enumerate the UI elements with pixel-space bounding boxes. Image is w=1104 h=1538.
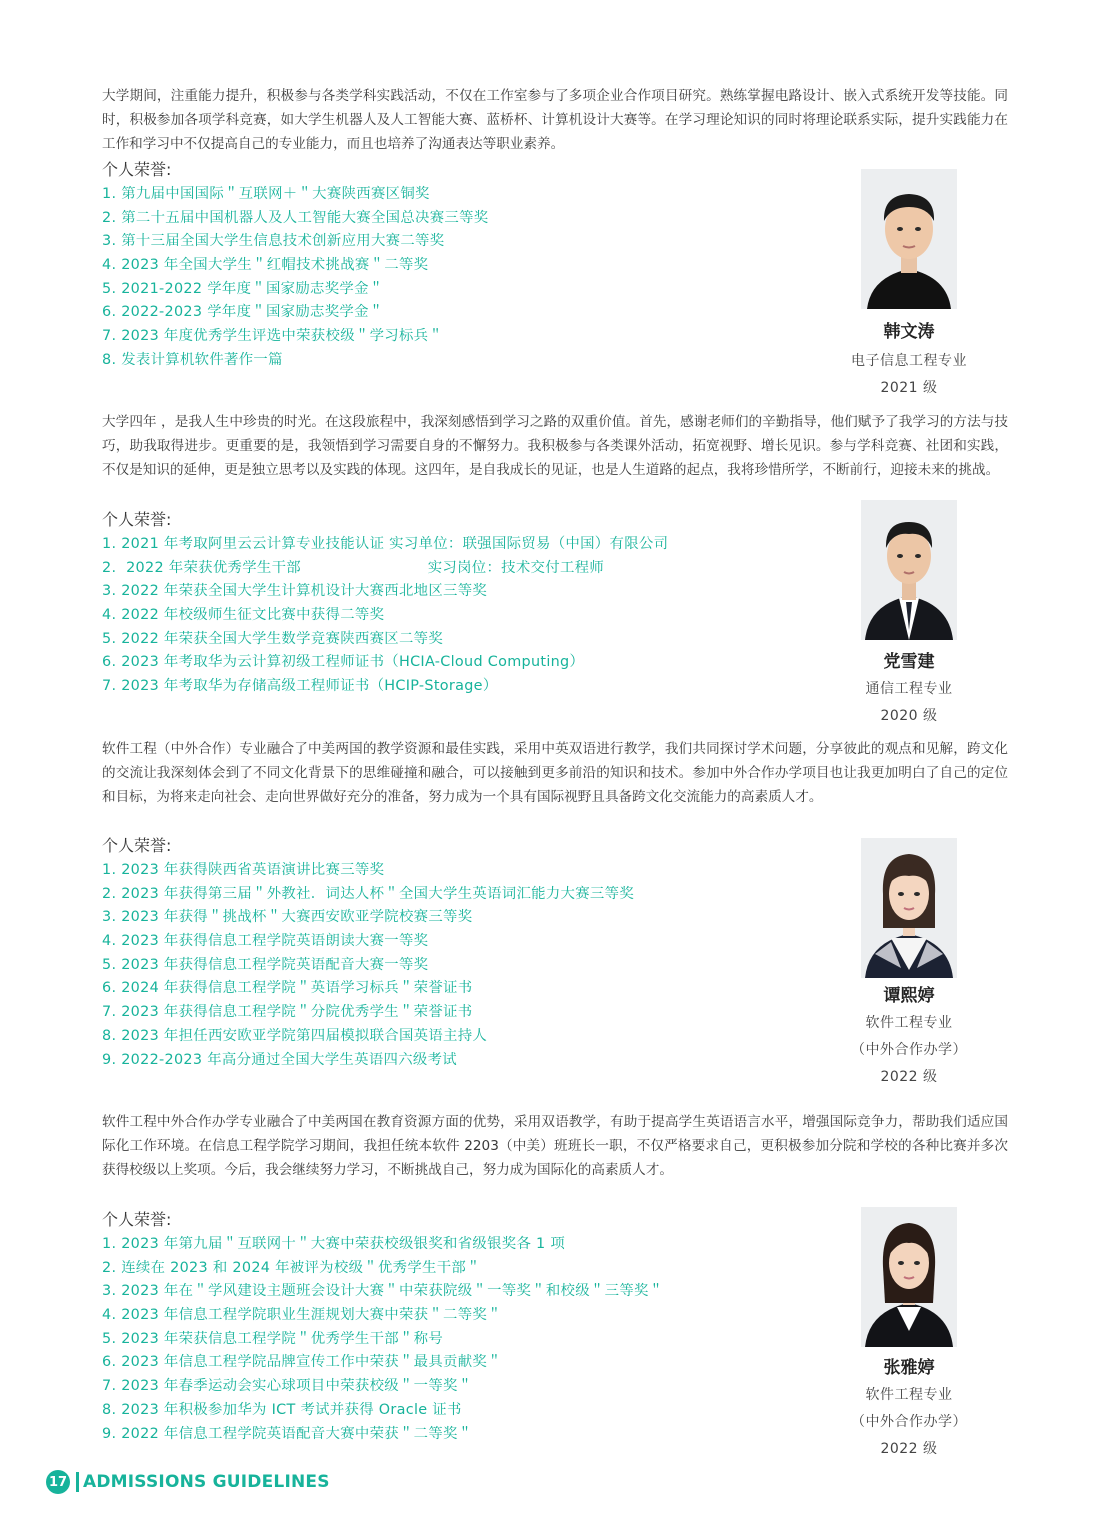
honor-item: 5. 2021-2022 学年度＂国家励志奖学金＂ xyxy=(102,280,384,297)
honor-item: 1. 2023 年第九届＂互联网十＂大赛中荣获校级银奖和省级银奖各 1 项 xyxy=(102,1236,566,1252)
profile-4-honors-list xyxy=(102,1233,663,1446)
honor-item: 3. 2023 年获得＂挑战杯＂大赛西安欧亚学院校赛三等奖 xyxy=(102,909,473,926)
honor-item: 1. 第九届中国国际＂互联网＋＂大赛陕西赛区铜奖 xyxy=(102,186,430,202)
honor-item: 2. 连续在 2023 和 2024 年被评为校级＂优秀学生干部＂ xyxy=(102,1259,481,1276)
honor-item: 7. 2023 年度优秀学生评选中荣获校级＂学习标兵＂ xyxy=(102,328,444,345)
person-grade: 2020 级 xyxy=(880,708,938,724)
person-grade: 2022 级 xyxy=(880,1069,938,1085)
honor-item: 2. 第二十五届中国机器人及人工智能大赛全国总决赛三等奖 xyxy=(102,209,489,226)
person-program: （中外合作办学） xyxy=(851,1414,967,1430)
profile-4-photo xyxy=(861,1207,957,1347)
honor-item: 5. 2023 年获得信息工程学院英语配音大赛一等奖 xyxy=(102,956,429,973)
profile-4-intro: 软件工程中外合作办学专业融合了中美两国在教育资源方面的优势，采用双语教学，有助于提高学生英语语言水平，增强国际竞争力，帮助我们适应国际化工作环境。在信息工程学院学习期间，我担任统本软件 2203（中美）班班长一职，不仅严格要求自己，更积极参加分院和学校的各种比赛并多次获得校级以上奖项。今后，我会继续努力学习，不断挑战自己，努力成为国际化的高素质人才。 xyxy=(102,1114,1008,1178)
profile-1-honors-list xyxy=(102,183,488,373)
profile-3-intro: 软件工程（中外合作）专业融合了中美两国的教学资源和最佳实践，采用中英双语进行教学，我们共同探讨学术问题，分享彼此的观点和见解，跨文化的交流让我深刻体会到了不同文化背景下的思维碰撞和融合，可以接触到更多前沿的知识和技术。参加中外合作办学项目也让我更加明白了自己的定位和目标，为将来走向社会、走向世界做好充分的准备，努力成为一个具有国际视野且具备跨文化交流能力的高素质人才。 xyxy=(102,741,1008,805)
person-grade: 2021 级 xyxy=(880,380,938,396)
honor-item: 7. 2023 年春季运动会实心球项目中荣获校级＂一等奖＂ xyxy=(102,1378,473,1395)
profile-2-honors-list xyxy=(102,533,668,699)
honor-item: 5. 2022 年荣获全国大学生数学竞赛陕西赛区二等奖 xyxy=(102,630,444,647)
honor-item: 1. 2021 年考取阿里云云计算专业技能认证 实习单位：联强国际贸易（中国）有限公司 xyxy=(102,536,669,552)
profile-1-caption xyxy=(833,320,985,402)
honor-item: 2. 2022 年荣获优秀学生干部 实习岗位：技术交付工程师 xyxy=(102,559,605,576)
honor-item: 5. 2023 年荣获信息工程学院＂优秀学生干部＂称号 xyxy=(102,1330,444,1347)
honor-item: 8. 2023 年积极参加华为 ICT 考试并获得 Oracle 证书 xyxy=(102,1401,462,1418)
honor-item: 4. 2023 年信息工程学院职业生涯规划大赛中荣获＂二等奖＂ xyxy=(102,1307,502,1324)
person-name: 张雅婷 xyxy=(883,1358,935,1378)
profile-3-caption xyxy=(833,984,985,1091)
profile-1-honors-title: 个人荣誉: xyxy=(102,160,172,179)
honor-item: 3. 2023 年在＂学风建设主题班会设计大赛＂中荣获院级＂一等奖＂和校级＂三等奖＂ xyxy=(102,1283,664,1300)
person-name: 党雪建 xyxy=(883,652,935,672)
honor-item: 9. 2022 年信息工程学院英语配音大赛中荣获＂二等奖＂ xyxy=(102,1425,473,1442)
honor-item: 1. 2023 年获得陕西省英语演讲比赛三等奖 xyxy=(102,862,385,878)
honor-item: 4. 2023 年全国大学生＂红帽技术挑战赛＂二等奖 xyxy=(102,257,429,274)
honor-item: 3. 2022 年荣获全国大学生计算机设计大赛西北地区三等奖 xyxy=(102,583,488,600)
honor-item: 9. 2022-2023 年高分通过全国大学生英语四六级考试 xyxy=(102,1051,457,1068)
person-name: 韩文涛 xyxy=(883,322,935,342)
profile-2-honors-title: 个人荣誉: xyxy=(102,510,172,529)
profile-3-honors-title: 个人荣誉: xyxy=(102,836,172,855)
honor-item: 4. 2022 年校级师生征文比赛中获得二等奖 xyxy=(102,607,385,624)
profile-3-photo xyxy=(861,838,957,978)
profile-4-caption xyxy=(833,1356,985,1463)
person-program: （中外合作办学） xyxy=(851,1042,967,1058)
profile-4-honors-title: 个人荣誉: xyxy=(102,1210,172,1229)
profile-2-intro: 大学四年 ，是我人生中珍贵的时光。在这段旅程中，我深刻感悟到学习之路的双重价值。首先，感谢老师们的辛勤指导，他们赋予了我学习的方法与技巧，助我取得进步。更重要的是，我领悟到学习需要自身的不懈努力。我积极参与各类课外活动，拓宽视野、增长见识。参与学科竞赛、社团和实践，不仅是知识的延伸，更是独立思考以及实践的体现。这四年，是自我成长的见证，也是人生道路的起点，我将珍惜所学，不断前行，迎接未来的挑战。 xyxy=(102,414,1008,478)
person-major: 软件工程专业 xyxy=(865,1015,953,1031)
profile-3-honors-list xyxy=(102,859,634,1072)
footer-title: ADMISSIONS GUIDELINES xyxy=(83,1472,330,1492)
honor-item: 6. 2023 年考取华为云计算初级工程师证书（HCIA-Cloud Computing） xyxy=(102,654,585,671)
person-grade: 2022 级 xyxy=(880,1441,938,1457)
honor-item: 2. 2023 年获得第三届＂外教社．词达人杯＂全国大学生英语词汇能力大赛三等奖 xyxy=(102,885,635,902)
person-major: 软件工程专业 xyxy=(865,1387,953,1403)
person-major: 电子信息工程专业 xyxy=(851,353,967,369)
person-name: 谭熙婷 xyxy=(883,986,935,1006)
profile-2-photo xyxy=(861,500,957,640)
honor-item: 6. 2024 年获得信息工程学院＂英语学习标兵＂荣誉证书 xyxy=(102,980,473,997)
honor-item: 6. 2022-2023 学年度＂国家励志奖学金＂ xyxy=(102,304,384,321)
honor-item: 7. 2023 年考取华为存储高级工程师证书（HCIP-Storage） xyxy=(102,678,498,695)
footer-divider xyxy=(76,1472,79,1492)
profile-1-intro: 大学期间，注重能力提升，积极参与各类学科实践活动，不仅在工作室参与了多项企业合作项目研究。熟练掌握电路设计、嵌入式系统开发等技能。同时，积极参加各项学科竞赛，如大学生机器人及人工智能大赛、蓝桥杯、计算机设计大赛等。在学习理论知识的同时将理论联系实际，提升实践能力在工作和学习中不仅提高自己的专业能力，而且也培养了沟通表达等职业素养。 xyxy=(102,88,1008,152)
honor-item: 3. 第十三届全国大学生信息技术创新应用大赛二等奖 xyxy=(102,233,445,250)
person-major: 通信工程专业 xyxy=(865,681,953,697)
page-number: 17 xyxy=(46,1470,70,1494)
profile-2-caption xyxy=(833,650,985,730)
honor-item: 7. 2023 年获得信息工程学院＂分院优秀学生＂荣誉证书 xyxy=(102,1004,473,1021)
page-footer xyxy=(46,1469,330,1495)
profile-1-photo xyxy=(861,169,957,309)
honor-item: 8. 发表计算机软件著作一篇 xyxy=(102,351,283,368)
honor-item: 8. 2023 年担任西安欧亚学院第四届模拟联合国英语主持人 xyxy=(102,1027,488,1044)
honor-item: 6. 2023 年信息工程学院品牌宣传工作中荣获＂最具贡献奖＂ xyxy=(102,1354,502,1371)
honor-item: 4. 2023 年获得信息工程学院英语朗读大赛一等奖 xyxy=(102,933,429,950)
